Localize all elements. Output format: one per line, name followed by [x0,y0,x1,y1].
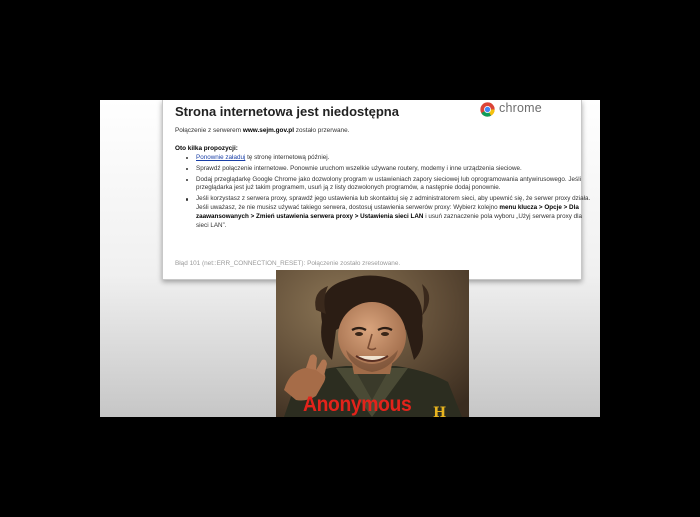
proxy-settings-path: menu klucza > Opcje > Dla zaawansowanych > Zmień ustawienia serwera proxy > Ustawienia sieci LAN [196,203,579,220]
reload-link[interactable]: Ponownie załaduj [196,154,246,161]
suggestions-heading: Oto kilka propozycji: [175,145,238,152]
suggestion-proxy [196,195,596,230]
chrome-wordmark: chrome [499,101,542,115]
connection-message [175,127,349,134]
meme-image [276,270,469,417]
page-title: Strona internetowa jest niedostępna [175,104,399,119]
browser-screen [100,100,600,417]
suggestions-list [175,154,596,232]
connection-suffix: zostało przerwane. [293,127,350,134]
suggestion-proxy-end: i usuń zaznaczenie pola wyboru „Użyj serwera proxy dla sieci LAN”. [196,212,583,229]
suggestion-proxy-intro: Jeśli korzystasz z serwera proxy, sprawdź jego ustawienia lub skontaktuj się z administratorem sieci, aby upewnić się, że serwer proxy działa. Jeśli uważasz, że nie musisz używać takiego serwera, dostosuj ustawienia serwerów proxy: Wybierz kolejno [196,195,591,211]
error-page-card [162,100,591,280]
chrome-icon [480,102,495,117]
meme-caption: Anonymous [303,393,412,416]
error-code: Błąd 101 (net::ERR_CONNECTION_RESET): Połączenie zostało zresetowane. [175,260,401,267]
meme-badge: H [433,405,447,417]
connection-host: www.sejm.gov.pl [242,127,294,134]
suggestion-check-connection: Sprawdź połączenie internetowe. Ponownie uruchom wszelkie używane routery, modemy i inne urządzenia sieciowe. [196,165,596,174]
connection-prefix: Połączenie z serwerem [175,127,243,134]
suggestion-firewall: Dodaj przeglądarkę Google Chrome jako dozwolony program w ustawieniach zapory sieciowej lub oprogramowania antywirusowego. Jeśli przeglądarka jest już takim programem, usuń ją z listy dozwolonych programów, a następnie dodaj ponownie. [196,176,596,194]
suggestion-reload [196,154,596,163]
suggestion-reload-text: tę stronę internetową później. [245,154,330,161]
